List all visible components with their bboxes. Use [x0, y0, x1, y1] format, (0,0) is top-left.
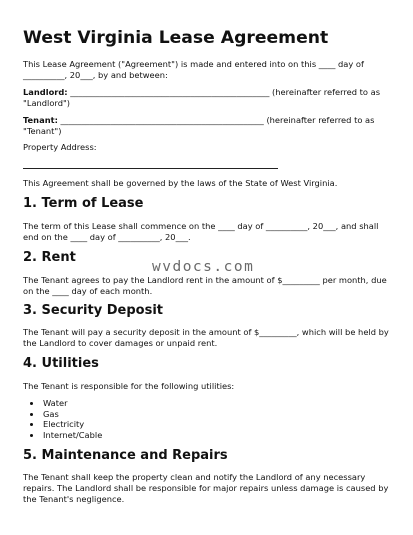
- list-item: • Internet/Cable: [42, 430, 102, 441]
- watermark: wvdocs.com: [152, 259, 255, 275]
- tenant-line: [23, 115, 389, 137]
- property-address-label: Property Address:: [23, 142, 97, 152]
- landlord-field: ________________________________________________ (hereinafter referred to as "Landlord"): [23, 87, 381, 108]
- section-heading-utilities: 4. Utilities: [23, 356, 99, 371]
- section-heading-maintenance: 5. Maintenance and Repairs: [23, 448, 228, 463]
- list-item: • Water: [42, 398, 102, 409]
- utilities-list: [23, 398, 102, 440]
- section-text-utilities: The Tenant is responsible for the following utilities:: [23, 381, 235, 391]
- landlord-line: [23, 87, 389, 109]
- property-address-line: [23, 168, 278, 169]
- section-text-maintenance: The Tenant shall keep the property clean and notify the Landlord of any necessary repairs. The Landlord shall be responsible for major repairs unless damage is caused by the Tenant's negligence.: [23, 472, 389, 504]
- list-item: • Electricity: [42, 419, 102, 430]
- tenant-label: Tenant:: [23, 115, 58, 125]
- intro-paragraph: This Lease Agreement ("Agreement") is made and entered into on this ____ day of __________, 20___, by and between:: [23, 59, 364, 80]
- governing-law-paragraph: This Agreement shall be governed by the laws of the State of West Virginia.: [23, 178, 338, 188]
- document-title: West Virginia Lease Agreement: [23, 28, 329, 48]
- list-item: • Gas: [42, 409, 102, 420]
- section-heading-rent: 2. Rent: [23, 250, 76, 265]
- section-heading-term: 1. Term of Lease: [23, 196, 144, 211]
- tenant-field: _________________________________________________ (hereinafter referred to as "Tenant"): [23, 115, 375, 136]
- landlord-label: Landlord:: [23, 87, 68, 97]
- section-text-deposit: The Tenant will pay a security deposit in the amount of $_________, which will be held by the Landlord to cover damages or unpaid rent.: [23, 327, 389, 348]
- section-heading-deposit: 3. Security Deposit: [23, 303, 163, 318]
- section-text-term: The term of this Lease shall commence on the ____ day of __________, 20___, and shall end on the ____ day of __________, 20___.: [23, 221, 379, 242]
- section-text-rent: The Tenant agrees to pay the Landlord rent in the amount of $_________ per month, due on the ____ day of each month.: [23, 275, 387, 296]
